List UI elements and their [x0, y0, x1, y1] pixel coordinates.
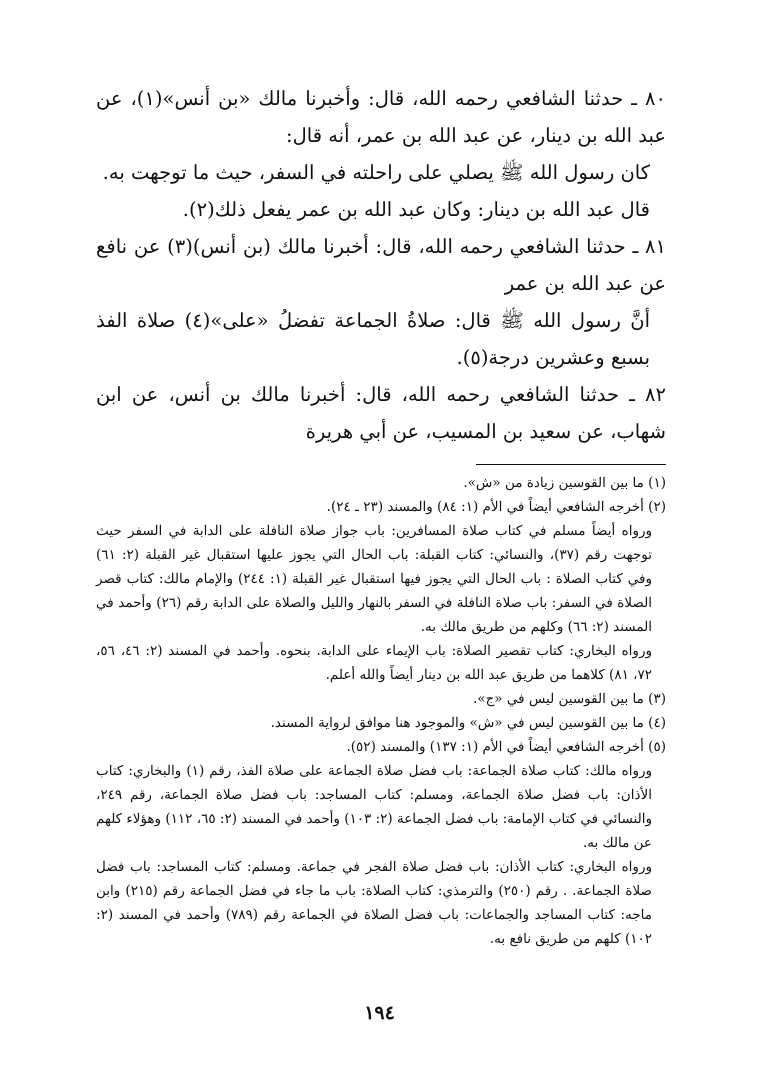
page-number: ١٩٤ [364, 1002, 395, 1024]
book-page [96, 80, 666, 951]
footnote-5-detail-b: ورواه البخاري: كتاب الأذان: باب فضل صلاة الفجر في جماعة. ومسلم: كتاب المساجد: باب فضل صلاة الجماعة. . رقم (٢٥٠) والترمذي: كتاب الصلاة: باب ما جاء في فضل الجماعة رقم (٢١٥) وابن ماجه: كتاب المساجد والجماعات: باب فضل الصلاة في الجماعة رقم (٧٨٩) وأحمد في المسند (٢: ١٠٢) كلهم من طريق نافع به. [96, 859, 652, 947]
footnote-5-detail-a: ورواه مالك: كتاب صلاة الجماعة: باب فضل صلاة الجماعة على صلاة الفذ، رقم (١) والبخاري: كتاب الأذان: باب فضل صلاة الجماعة، ومسلم: كتاب المساجد: باب فضل صلاة الجماعة، رقم ٢٤٩، والنسائي في كتاب الإمامة: باب فضل الجماعة (٢: ١٠٣) وأحمد في المسند (٢: ٦٥، ١١٢) وهؤلاء كلهم عن مالك به. [96, 763, 652, 851]
footnote-divider [476, 464, 666, 465]
hadith-81-isnad: ٨١ ـ حدثنا الشافعي رحمه الله، قال: أخبرنا مالك (بن أنس)(٣) عن نافع عن عبد الله بن عمر [96, 235, 666, 295]
footnote-3: (٣) ما بين القوسين ليس في «ج». [473, 691, 666, 707]
footnotes [96, 471, 666, 951]
hadith-80-isnad: ٨٠ ـ حدثنا الشافعي رحمه الله، قال: وأخبرنا مالك «بن أنس»(١)، عن عبد الله بن دينار، عن عبد الله بن عمر، أنه قال: [96, 87, 666, 147]
footnote-2: (٢) أخرجه الشافعي أيضاً في الأم (١: ٨٤) والمسند (٢٣ ـ ٢٤). [326, 499, 666, 515]
hadith-81-matn: أنَّ رسول الله ﷺ قال: صلاةُ الجماعة تفضلُ «على»(٤) صلاة الفذ بسبع وعشرين درجة(٥). [96, 309, 651, 369]
hadith-80-matn: كان رسول الله ﷺ يصلي على راحلته في السفر، حيث ما توجهت به. [102, 161, 650, 184]
main-text [96, 80, 666, 450]
hadith-80-comment: قال عبد الله بن دينار: وكان عبد الله بن عمر يفعل ذلك(٢). [182, 198, 650, 221]
footnote-2-detail-a: ورواه أيضاً مسلم في كتاب صلاة المسافرين: باب جواز صلاة النافلة على الدابة في السفر حيث توجهت رقم (٣٧)، والنسائي: كتاب القبلة: باب الحال التي يجوز عليها استقبال غير القبلة (٢: ٦١) وفي كتاب الصلاة : باب الحال التي يجوز فيها استقبال غير القبلة (١: ٢٤٤) والإمام مالك: كتاب قصر الصلاة في السفر: باب صلاة النافلة في السفر بالنهار والليل والصلاة على الدابة رقم (٢٦) وأحمد في المسند (٢: ٦٦) وكلهم من طريق مالك به. [96, 523, 653, 635]
footnote-2-detail-b: ورواه البخاري: كتاب تقصير الصلاة: باب الإيماء على الدابة. بنحوه. وأحمد في المسند (٢: ٤٦، ٥٦، ٧٢، ٨١) كلاهما من طريق عبد الله بن دينار أيضاً والله أعلم. [96, 643, 652, 683]
footnote-4: (٤) ما بين القوسين ليس في «ش» والموجود هنا موافق لرواية المسند. [270, 715, 666, 731]
hadith-82-isnad: ٨٢ ـ حدثنا الشافعي رحمه الله، قال: أخبرنا مالك بن أنس، عن ابن شهاب، عن سعيد بن المسيب، عن أبي هريرة [96, 383, 666, 443]
footnote-1: (١) ما بين القوسين زيادة من «ش». [463, 475, 666, 491]
footnote-5: (٥) أخرجه الشافعي أيضاً في الأم (١: ١٣٧) والمسند (٥٢). [346, 739, 666, 755]
